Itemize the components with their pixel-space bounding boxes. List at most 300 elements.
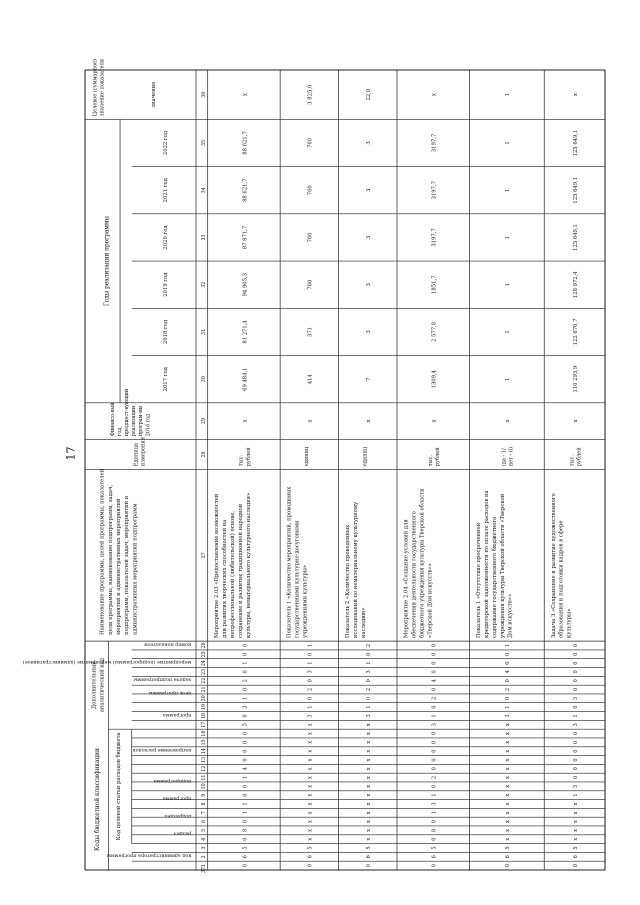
code-cell: 1 (431, 714, 438, 718)
code-cell: 3 (572, 723, 580, 727)
column-number: 2 (200, 855, 207, 859)
code-cell: 0 (242, 740, 249, 744)
row-name: Мероприятие 2.04 «Создание условий для (403, 519, 410, 638)
column-number: 24 (200, 660, 207, 667)
code-cell: 0 (431, 837, 438, 841)
code-cell: 0 (431, 687, 438, 692)
code-cell: 6 (504, 855, 512, 859)
row-year-value: 2 577,8 (431, 321, 438, 342)
code-cell: 5 (504, 846, 512, 850)
code-cell: 0 (431, 784, 438, 788)
row-fin: x (431, 419, 438, 423)
row-year-value: 3 (365, 235, 373, 240)
code-cell: 1 (504, 643, 512, 648)
code-cell: x (504, 732, 512, 735)
code-cell: 3 (365, 714, 373, 718)
code-cell: 4 (504, 670, 512, 674)
header-fin-col: год, (117, 426, 124, 437)
row-year-value: 3 (365, 283, 373, 287)
row-year-value: 371 (307, 326, 314, 337)
column-number: 27 (200, 552, 207, 559)
header-target-group: Целевое (суммарное) (92, 58, 99, 117)
row-target: x (242, 93, 249, 97)
row-year-value: 760 (307, 185, 314, 196)
code-cell: x (572, 802, 580, 806)
code-cell: 0 (572, 687, 580, 692)
column-number: 21 (200, 686, 207, 693)
code-cell: x (307, 776, 314, 779)
row-name: образования и подготовки кадров в сфере (558, 520, 565, 638)
row-year-value: 87 871,7 (242, 225, 249, 250)
code-cell: 0 (572, 652, 580, 656)
code-cell: 8 (431, 828, 438, 832)
code-cell: x (365, 828, 373, 832)
row-year-value: 3197,7 (431, 133, 438, 153)
row-name: Показатель 1 «Количество мероприятий, проводимых (286, 486, 293, 638)
header-year-4: 2020 год (162, 225, 169, 250)
code-cell: x (307, 723, 314, 727)
code-cell: 3 (365, 670, 373, 674)
code-cell: 0 (307, 696, 314, 700)
column-number: 11 (200, 774, 207, 781)
code-cell: 0 (572, 661, 580, 665)
row-year-value: 7 (365, 377, 373, 381)
row-name: Показатель 2 «Количество проведенных (344, 524, 352, 638)
header-years: Годы реализации программы (103, 216, 111, 307)
code-cell: 0 (431, 767, 438, 771)
code-cell: 0 (431, 749, 438, 753)
row-name: «Тверской Дом искусств»» (427, 563, 434, 638)
code-cell: x (504, 749, 512, 753)
header-year-6: 2022 год (162, 130, 169, 156)
code-cell: 0 (572, 705, 580, 709)
header-target-group: значение показателя (99, 58, 106, 117)
row-year-value: 110 293,9 (572, 365, 580, 393)
header-fin-col: предшест-вующий (124, 388, 131, 437)
code-cell: 0 (242, 643, 249, 648)
row-name: Показатель 1 «Отсутствие просроченной (475, 522, 483, 638)
header-name-col: мероприятий и административных мероприятий (115, 498, 123, 635)
column-number: 15 (200, 739, 207, 746)
code-cell: 1 (242, 696, 249, 700)
row-target: 22,0 (365, 88, 373, 101)
code-cell: x (365, 784, 373, 788)
column-number: 37 (200, 866, 207, 874)
header-fin-col: програм-мы (138, 405, 145, 437)
code-cell: x (365, 802, 373, 806)
code-cell: 1 (242, 802, 249, 806)
row-year-value: 1 (504, 188, 512, 192)
row-year-value: 88 621,7 (242, 178, 249, 202)
row-name: сохранение и развитие традиционной народной (237, 503, 245, 638)
header-code-col-3: подраздел (164, 813, 192, 818)
header-target-item: Код целевой статьи расходов бюджета (115, 732, 123, 841)
row-target: 1 (504, 93, 512, 97)
column-number: 32 (200, 281, 207, 288)
code-cell: 1 (431, 793, 438, 797)
column-number: 28 (200, 451, 207, 458)
column-number: 23 (200, 668, 207, 675)
code-cell: 0 (504, 863, 512, 868)
row-fin: x (572, 419, 580, 423)
row-unit: тыс. (569, 454, 576, 467)
code-cell: 5 (572, 846, 580, 850)
code-cell: 0 (431, 740, 438, 744)
code-cell: x (504, 723, 512, 727)
code-cell: 0 (431, 670, 438, 674)
code-cell: x (365, 723, 373, 727)
code-cell: x (504, 802, 512, 806)
code-cell: 0 (242, 758, 249, 762)
header-code-col-4: программа (162, 795, 192, 801)
column-number: 31 (200, 328, 207, 335)
row-fin: x (365, 419, 373, 423)
column-number: 13 (200, 756, 207, 763)
code-cell: 0 (307, 679, 314, 683)
code-cell: 0 (242, 652, 249, 656)
code-cell: 4 (242, 767, 249, 771)
header-code-col-2: раздел (173, 830, 192, 836)
code-cell: 1 (307, 705, 314, 709)
code-cell: 0 (572, 775, 580, 780)
code-cell: 0 (242, 749, 249, 753)
code-cell: 5 (365, 846, 373, 850)
row-unit: нет - 0) (508, 446, 515, 467)
row-name: для развития творческих способностей на (221, 519, 229, 638)
column-number: 4 (200, 837, 207, 841)
row-name: бюджетного учреждения культуры Тверской области (419, 488, 426, 638)
header-code-col-11: номер показателя (144, 641, 192, 647)
column-number: 25 (200, 651, 207, 658)
code-cell: x (504, 758, 512, 762)
row-fin: x (307, 419, 314, 423)
code-cell: 0 (572, 643, 580, 648)
code-cell: 3 (572, 696, 580, 700)
code-cell: 0 (242, 687, 249, 692)
row-name: учреждения культуры Тверской области «Тверской (499, 493, 506, 638)
column-number: 6 (200, 820, 207, 824)
header-name-col: цели программы, наименование подпрограмм, задач, (107, 484, 114, 635)
row-year-value: 3197,7 (431, 181, 438, 200)
code-cell: 0 (431, 863, 438, 868)
code-cell: 3 (504, 714, 512, 718)
row-year-value: 414 (307, 374, 314, 385)
column-number: 22 (200, 677, 207, 684)
row-year-value: 1309,4 (431, 369, 438, 389)
code-cell: x (307, 802, 314, 806)
header-code-col-7: программа (162, 711, 192, 717)
column-number: 29 (200, 418, 207, 425)
code-cell: 0 (504, 652, 512, 656)
code-cell: 2 (365, 643, 373, 648)
code-cell: x (365, 758, 373, 762)
code-cell: x (504, 740, 512, 744)
code-cell: 0 (365, 652, 373, 656)
row-year-value: 81 271,4 (242, 320, 249, 344)
row-unit: (да - 1/ (501, 448, 508, 467)
code-cell: x (504, 837, 512, 841)
code-cell: 0 (431, 731, 438, 736)
code-cell: 0 (365, 696, 373, 700)
column-number: 3 (200, 846, 207, 850)
code-cell: 1 (242, 811, 249, 815)
code-cell: x (572, 837, 580, 841)
code-cell: x (307, 749, 314, 753)
column-number: 34 (200, 187, 207, 194)
row-unit: рублей (434, 447, 442, 467)
code-cell: x (365, 776, 373, 779)
row-year-value: 1851,7 (431, 275, 438, 294)
code-cell: 6 (365, 855, 373, 859)
code-cell: 2 (242, 679, 249, 683)
code-cell: x (504, 811, 512, 815)
code-cell: 1 (572, 793, 580, 797)
row-year-value: 88 621,7 (242, 131, 249, 155)
code-cell: 1 (242, 775, 249, 780)
header-fin-col: реализации (131, 405, 138, 437)
header-code-col-8: цель программы (148, 689, 192, 695)
code-cell: 0 (242, 670, 249, 674)
row-name: обеспечения деятельности государственного (411, 511, 418, 638)
code-cell: x (365, 811, 373, 815)
code-cell: 0 (242, 863, 249, 868)
column-number: 19 (200, 704, 207, 711)
row-year-value: 1 (504, 330, 512, 334)
code-cell: 0 (242, 837, 249, 841)
code-cell: 2 (431, 775, 438, 780)
code-cell: 0 (504, 661, 512, 665)
row-name: Дом искусств»» (507, 593, 514, 638)
code-cell: x (365, 732, 373, 735)
row-year-value: 125 649,1 (572, 129, 580, 157)
header-budget-codes: Коды бюджетной классификации (93, 748, 102, 852)
row-name: культуры» (566, 608, 573, 638)
header-target-value: значение (150, 81, 158, 108)
code-cell: x (307, 767, 314, 771)
code-cell: x (365, 820, 373, 824)
row-year-value: 125 649,1 (572, 224, 580, 251)
row-year-value: 69 484,1 (242, 367, 249, 391)
column-number: 1 (200, 864, 207, 868)
header-name-col: административных мероприятий подпрограмм (132, 503, 139, 635)
code-cell: 2 (431, 696, 438, 700)
column-number: 7 (200, 811, 207, 815)
column-number: 8 (200, 802, 207, 806)
column-number: 26 (200, 642, 207, 649)
code-cell: 1 (572, 714, 580, 718)
row-unit: рублей (576, 447, 583, 467)
row-year-value: 3 (365, 330, 373, 334)
code-cell: 0 (365, 863, 373, 868)
header-year-2: 2018 год (162, 319, 169, 345)
row-unit: рублей (245, 447, 252, 467)
code-cell: 0 (504, 679, 512, 683)
code-cell: 0 (572, 679, 580, 683)
header-unit-col: Единица (133, 443, 140, 467)
header-code-col-9: задача подпрограммы (133, 676, 192, 682)
column-number: 17 (200, 721, 207, 728)
code-cell: 6 (242, 855, 249, 859)
code-cell: 0 (242, 793, 249, 797)
code-cell: 2 (504, 687, 512, 692)
code-cell: 3 (431, 723, 438, 727)
code-cell: x (307, 732, 314, 735)
code-cell: 0 (431, 758, 438, 762)
column-number: 12 (200, 765, 207, 772)
row-year-value: 122 676,7 (572, 318, 580, 346)
code-cell: x (307, 820, 314, 824)
code-cell: x (365, 837, 373, 841)
code-cell: 0 (431, 661, 438, 665)
row-name: учреждениями культуры» (302, 564, 309, 638)
code-cell: 0 (242, 819, 249, 824)
row-target: x (431, 93, 438, 97)
row-unit: тыс. (238, 454, 245, 467)
code-cell: 0 (307, 652, 314, 656)
column-number: 9 (200, 793, 207, 797)
code-cell: 2 (307, 687, 314, 692)
code-cell: 3 (307, 714, 314, 718)
code-cell: x (504, 828, 512, 832)
code-cell: 4 (431, 679, 438, 683)
column-number: 14 (200, 748, 207, 755)
header-code-col-5: подпрограмма (153, 777, 192, 783)
code-cell: 0 (242, 784, 249, 788)
row-fin: x (242, 419, 249, 423)
row-year-value: 1 (504, 235, 512, 240)
header-fin-col: 2016 год (145, 413, 152, 437)
code-cell: 6 (431, 855, 438, 859)
code-cell: 0 (572, 767, 580, 771)
header-year-3: 2019 год (162, 272, 169, 297)
header-extra-code: Дополнительный (91, 661, 98, 710)
code-cell: x (307, 784, 314, 788)
code-cell: 0 (307, 863, 314, 868)
column-number: 5 (200, 828, 207, 832)
code-cell: 8 (242, 828, 249, 832)
row-year-value: 3 (365, 188, 373, 192)
column-number: 33 (200, 234, 207, 241)
code-cell: x (504, 776, 512, 779)
header-name-col: подпрограмм, показателей задач, мероприятий и (124, 495, 131, 635)
row-year-value: 1 (504, 377, 512, 381)
code-cell: x (572, 811, 580, 815)
row-name: исследований по нематериальному культурному (352, 501, 360, 638)
code-cell: x (307, 758, 314, 762)
row-year-value: 760 (307, 137, 314, 149)
code-cell: 1 (365, 705, 373, 709)
header-extra-code-2: аналитический код (99, 658, 106, 713)
code-cell: 1 (504, 705, 512, 709)
row-year-value: 760 (307, 232, 314, 243)
column-number: 10 (200, 783, 207, 790)
row-year-value: 760 (307, 279, 314, 290)
code-cell: 2 (365, 687, 373, 692)
code-cell: x (365, 740, 373, 744)
row-unit: единиц (303, 446, 311, 467)
code-cell: 1 (307, 643, 314, 648)
row-name: кредиторской задолженности по оплате расходов на (483, 490, 491, 638)
row-unit: тыс. (427, 454, 435, 467)
row-year-value: 1 (504, 283, 512, 287)
code-cell: 0 (431, 705, 438, 709)
header-year-5: 2021 год (162, 178, 169, 203)
code-cell: 0 (572, 731, 580, 736)
page-number: 17 (64, 446, 78, 461)
code-cell: 0 (431, 643, 438, 648)
code-cell: 0 (572, 740, 580, 744)
code-cell: 1 (431, 811, 438, 815)
code-cell: 5 (242, 723, 249, 727)
column-number: 30 (200, 376, 207, 383)
code-cell: x (307, 837, 314, 841)
code-cell: 3 (572, 784, 580, 788)
code-cell: 0 (504, 696, 512, 700)
code-cell: x (504, 820, 512, 824)
header-year-1: 2017 год (162, 367, 169, 392)
code-cell: x (307, 740, 314, 744)
row-fin: x (504, 419, 512, 423)
row-year-value: 128 972,4 (572, 271, 580, 299)
column-number: 20 (200, 695, 207, 702)
code-cell: x (307, 793, 314, 797)
code-cell: 1 (365, 661, 373, 665)
code-cell: 0 (431, 652, 438, 656)
column-number: 35 (200, 139, 207, 147)
column-number: 18 (200, 712, 207, 719)
code-cell: 6 (572, 855, 580, 859)
row-name: Мероприятие 2.03 «Предоставление возможностей (214, 493, 221, 638)
code-cell: 1 (307, 661, 314, 665)
code-cell: x (504, 767, 512, 771)
code-cell: 5 (242, 846, 249, 850)
code-cell: 3 (242, 705, 249, 709)
row-year-value: 125 649,1 (572, 176, 580, 204)
header-fin-col: Финансо-вый (110, 402, 117, 437)
code-cell: 0 (242, 731, 249, 736)
code-cell: 3 (431, 802, 438, 806)
code-cell: 6 (307, 855, 314, 859)
row-name: государственными культурно-досуговыми (294, 520, 301, 638)
row-name: непрофессиональной (любительской) основе, (229, 511, 237, 638)
code-cell: 0 (242, 714, 249, 718)
code-cell: x (307, 828, 314, 832)
row-name: культуры, нематериального культурного наследия» (245, 492, 253, 638)
code-cell: 3 (307, 670, 314, 674)
header-unit-col: измерения (140, 437, 147, 467)
code-cell: 1 (242, 661, 249, 665)
header-code-col-1: код администратора программы (107, 852, 192, 858)
code-cell: x (504, 793, 512, 797)
code-cell: 5 (431, 846, 438, 850)
code-cell: x (572, 820, 580, 824)
row-unit: единиц (362, 446, 369, 467)
row-year-value: 94 905,3 (242, 273, 249, 297)
code-cell: 0 (431, 819, 438, 824)
code-cell: x (504, 784, 512, 788)
code-cell: x (572, 828, 580, 832)
row-year-value: 3197,7 (431, 228, 438, 247)
row-name: Задача 3 «Сохранение и развитие художественного (550, 493, 557, 638)
code-cell: 0 (572, 670, 580, 674)
code-cell: 0 (572, 863, 580, 868)
header-code-col-10: мероприятие (подпрограммы) мероприятие (административное) (22, 659, 192, 664)
code-cell: x (365, 767, 373, 771)
row-year-value: 3 (365, 141, 373, 145)
code-cell: x (365, 793, 373, 797)
code-cell: x (365, 749, 373, 753)
row-target: x (572, 93, 580, 97)
